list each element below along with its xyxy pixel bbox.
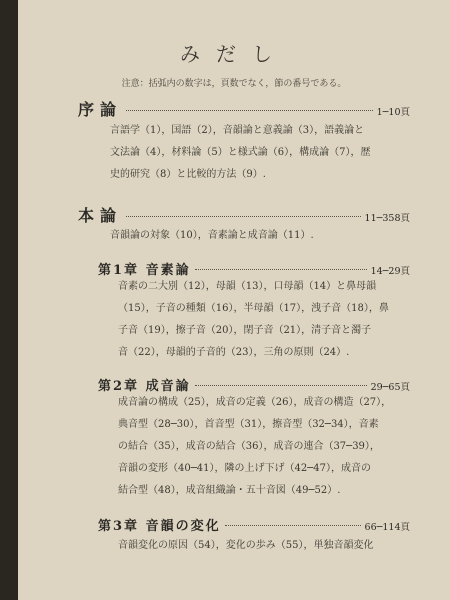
description-line: 音韻変化の原因（54），変化の歩み（55），単独音韻変化: [118, 540, 374, 551]
chapter-heading: 第1章 音素論: [98, 263, 191, 278]
dot-leader: [225, 525, 361, 526]
description-line: 典音型（28─30），首音型（31），擦音型（32─34），音素: [118, 419, 379, 430]
toc-entry-introduction: [78, 97, 410, 120]
dot-leader: [195, 269, 367, 270]
description-line: 音韻の変形（40─41），隣の上げ下げ（42─47），成音の: [118, 463, 371, 474]
page-range: 29─65頁: [370, 382, 410, 393]
chapter-heading: 第2章 成音論: [98, 379, 191, 394]
description-line: 史的研究（8）と比較的方法（9）.: [110, 169, 266, 180]
dot-leader: [126, 216, 361, 217]
description-line: 音素の二大別（12），母韻（13），口母韻（14）と鼻母韻: [118, 281, 377, 292]
toc-description-chapter-3: [118, 535, 373, 557]
description-line: の結合（35），成音の結合（36），成音の連合（37─39），: [118, 441, 380, 452]
page-range: 11─358頁: [364, 213, 410, 224]
page-title: みだし: [180, 42, 288, 66]
description-line: 言語学（1），国語（2），音韻論と意義論（3），語義論と: [110, 125, 365, 136]
toc-description-chapter-1: [118, 276, 389, 364]
toc-description-chapter-2: [118, 392, 391, 502]
toc-entry-main: [78, 203, 410, 226]
toc-entry-chapter-3: [98, 515, 410, 534]
description-line: 成音論の構成（25），成音の定義（26），成音の構造（27），: [118, 397, 392, 408]
description-line: 子音（19），擦子音（20），閉子音（21），清子音と濁子: [118, 325, 372, 336]
dot-leader: [195, 385, 367, 386]
chapter-heading: 第3章 音韻の変化: [98, 519, 221, 534]
page-range: 66─114頁: [364, 522, 410, 533]
usage-note: 注意：括弧内の数字は，頁数でなく，節の番号である。: [121, 79, 347, 89]
description-line: 結合型（48），成音組織論・五十音図（49─52）.: [118, 485, 341, 496]
description-line: 文法論（4），材料論（5）と様式論（6），構成論（7），歴: [110, 147, 371, 158]
toc-description-main: [110, 225, 314, 247]
dot-leader: [126, 110, 373, 111]
page-range: 14─29頁: [370, 266, 410, 277]
description-line: 音（22），母韻的子音的（23），三角の原則（24）.: [118, 347, 350, 358]
book-page: [18, 0, 450, 600]
description-line: （15），子音の種類（16），半母韻（17），洩子音（18），鼻: [118, 303, 389, 314]
description-line: 音韻論の対象（10），音素論と成音論（11）.: [110, 230, 314, 241]
section-heading: 本論: [78, 206, 123, 225]
page-range: 1─10頁: [376, 107, 410, 118]
toc-description-introduction: [110, 120, 370, 186]
section-heading: 序論: [78, 100, 123, 119]
